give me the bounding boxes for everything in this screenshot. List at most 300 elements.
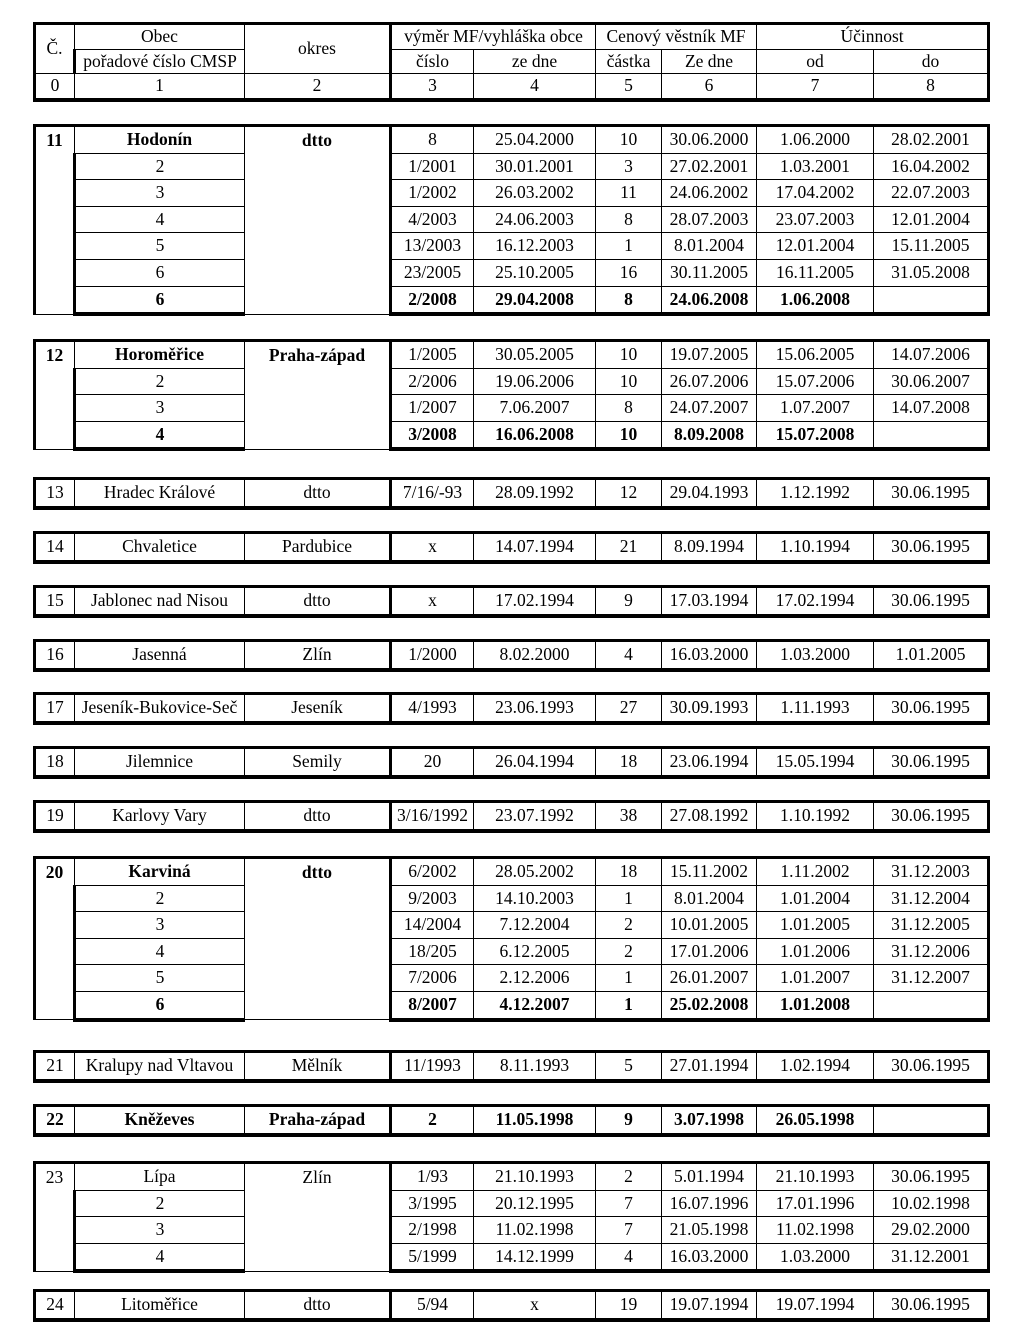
vymer-cislo: 4/1993 xyxy=(391,694,474,723)
record-block xyxy=(33,639,990,672)
obec-name: Lípa xyxy=(75,1163,245,1191)
vestnik-castka: 1 xyxy=(596,965,662,992)
okres-name: dtto xyxy=(245,587,391,616)
okres-name: Zlín xyxy=(245,641,391,670)
okres-name: Jeseník xyxy=(245,694,391,723)
vymer-ze-dne: 14.10.2003 xyxy=(474,885,596,912)
record-number: 14 xyxy=(35,533,75,562)
table-row xyxy=(35,938,989,965)
ucinnost-od: 16.11.2005 xyxy=(757,259,874,286)
ucinnost-od: 1.10.1992 xyxy=(757,802,874,831)
ucinnost-od: 1.10.1994 xyxy=(757,533,874,562)
vymer-ze-dne: 7.12.2004 xyxy=(474,912,596,939)
vymer-cislo: 1/2007 xyxy=(391,395,474,422)
record-number: 20 xyxy=(35,858,75,1020)
ucinnost-do: 28.02.2001 xyxy=(874,126,989,154)
ucinnost-od: 17.04.2002 xyxy=(757,180,874,207)
ucinnost-do: 30.06.1995 xyxy=(874,587,989,616)
vestnik-ze-dne: 24.06.2008 xyxy=(662,286,757,314)
ucinnost-do: 29.02.2000 xyxy=(874,1217,989,1244)
obec-name: 6 xyxy=(75,286,245,314)
vestnik-castka: 9 xyxy=(596,587,662,616)
vymer-cislo: 2 xyxy=(391,1106,474,1135)
table-row xyxy=(35,259,989,286)
obec-name: Jeseník-Bukovice-Seč xyxy=(75,694,245,723)
vestnik-ze-dne: 23.06.1994 xyxy=(662,748,757,777)
record-number: 11 xyxy=(35,126,75,315)
record-number: 13 xyxy=(35,479,75,508)
ucinnost-od: 1.01.2004 xyxy=(757,885,874,912)
vymer-cislo: x xyxy=(391,533,474,562)
vymer-cislo: 13/2003 xyxy=(391,233,474,260)
vestnik-ze-dne: 30.06.2000 xyxy=(662,126,757,154)
obec-name: 4 xyxy=(75,938,245,965)
vymer-cislo: 6/2002 xyxy=(391,858,474,886)
ucinnost-do: 30.06.1995 xyxy=(874,1163,989,1191)
vestnik-castka: 19 xyxy=(596,1291,662,1320)
vestnik-ze-dne: 26.01.2007 xyxy=(662,965,757,992)
header-okres: okres xyxy=(245,24,391,74)
obec-name: Kněževes xyxy=(75,1106,245,1135)
vymer-cislo: 1/2002 xyxy=(391,180,474,207)
okres-name: Semily xyxy=(245,748,391,777)
header-num: 5 xyxy=(596,74,662,100)
vymer-ze-dne: 6.12.2005 xyxy=(474,938,596,965)
vymer-ze-dne: 24.06.2003 xyxy=(474,206,596,233)
ucinnost-do: 31.12.2007 xyxy=(874,965,989,992)
vestnik-castka: 21 xyxy=(596,533,662,562)
record-number: 24 xyxy=(35,1291,75,1320)
header-vymer: výměr MF/vyhláška obce xyxy=(391,24,596,50)
obec-name: Kralupy nad Vltavou xyxy=(75,1052,245,1081)
ucinnost-do: 15.11.2005 xyxy=(874,233,989,260)
obec-name: 2 xyxy=(75,368,245,395)
vymer-ze-dne: 21.10.1993 xyxy=(474,1163,596,1191)
record-number: 19 xyxy=(35,802,75,831)
table-row xyxy=(35,748,989,777)
obec-name: 3 xyxy=(75,180,245,207)
vestnik-castka: 8 xyxy=(596,206,662,233)
vestnik-ze-dne: 15.11.2002 xyxy=(662,858,757,886)
record-block xyxy=(33,1289,990,1322)
ucinnost-od: 1.01.2007 xyxy=(757,965,874,992)
ucinnost-do: 30.06.1995 xyxy=(874,802,989,831)
ucinnost-do: 30.06.1995 xyxy=(874,479,989,508)
vestnik-castka: 7 xyxy=(596,1190,662,1217)
vymer-ze-dne: 23.07.1992 xyxy=(474,802,596,831)
header-castka: částka xyxy=(596,49,662,74)
vestnik-castka: 9 xyxy=(596,1106,662,1135)
ucinnost-od: 11.02.1998 xyxy=(757,1217,874,1244)
record-number: 22 xyxy=(35,1106,75,1135)
vymer-cislo: 8/2007 xyxy=(391,991,474,1019)
vestnik-ze-dne: 17.01.2006 xyxy=(662,938,757,965)
vymer-cislo: 14/2004 xyxy=(391,912,474,939)
header-c: Č. xyxy=(35,24,75,74)
vymer-cislo: 20 xyxy=(391,748,474,777)
okres-name: dtto xyxy=(245,802,391,831)
vestnik-castka: 8 xyxy=(596,395,662,422)
vestnik-ze-dne: 10.01.2005 xyxy=(662,912,757,939)
obec-name: Jasenná xyxy=(75,641,245,670)
okres-name: Praha-západ xyxy=(245,1106,391,1135)
vestnik-castka: 7 xyxy=(596,1217,662,1244)
ucinnost-od: 21.10.1993 xyxy=(757,1163,874,1191)
vymer-cislo: 7/2006 xyxy=(391,965,474,992)
vymer-ze-dne: 8.02.2000 xyxy=(474,641,596,670)
vymer-ze-dne: 16.12.2003 xyxy=(474,233,596,260)
obec-name: Horoměřice xyxy=(75,341,245,369)
vymer-cislo: 2/2008 xyxy=(391,286,474,314)
vestnik-castka: 2 xyxy=(596,938,662,965)
record-number: 12 xyxy=(35,341,75,450)
vestnik-ze-dne: 27.02.2001 xyxy=(662,153,757,180)
table-row xyxy=(35,153,989,180)
ucinnost-od: 1.11.1993 xyxy=(757,694,874,723)
vymer-ze-dne: 30.01.2001 xyxy=(474,153,596,180)
okres-name: Mělník xyxy=(245,1052,391,1081)
vymer-cislo: 5/1999 xyxy=(391,1243,474,1271)
vestnik-ze-dne: 26.07.2006 xyxy=(662,368,757,395)
vymer-ze-dne: x xyxy=(474,1291,596,1320)
vestnik-ze-dne: 8.01.2004 xyxy=(662,233,757,260)
record-block xyxy=(33,1161,990,1273)
vestnik-ze-dne: 19.07.2005 xyxy=(662,341,757,369)
table-row xyxy=(35,991,989,1019)
vymer-cislo: 1/2001 xyxy=(391,153,474,180)
vymer-cislo: 1/2005 xyxy=(391,341,474,369)
vymer-cislo: 1/93 xyxy=(391,1163,474,1191)
ucinnost-do: 31.12.2003 xyxy=(874,858,989,886)
record-number: 16 xyxy=(35,641,75,670)
ucinnost-do: 31.12.2004 xyxy=(874,885,989,912)
vestnik-castka: 2 xyxy=(596,1163,662,1191)
ucinnost-do: 30.06.2007 xyxy=(874,368,989,395)
ucinnost-do: 10.02.1998 xyxy=(874,1190,989,1217)
obec-name: 6 xyxy=(75,991,245,1019)
obec-name: Karviná xyxy=(75,858,245,886)
vestnik-castka: 10 xyxy=(596,421,662,449)
vestnik-castka: 1 xyxy=(596,233,662,260)
ucinnost-do: 22.07.2003 xyxy=(874,180,989,207)
vestnik-castka: 10 xyxy=(596,341,662,369)
header-num: 3 xyxy=(391,74,474,100)
vestnik-castka: 12 xyxy=(596,479,662,508)
vymer-cislo: 5/94 xyxy=(391,1291,474,1320)
obec-name: Hodonín xyxy=(75,126,245,154)
vymer-cislo: 2/1998 xyxy=(391,1217,474,1244)
vymer-cislo: 7/16/-93 xyxy=(391,479,474,508)
vymer-cislo: x xyxy=(391,587,474,616)
vestnik-ze-dne: 5.01.1994 xyxy=(662,1163,757,1191)
table-row xyxy=(35,206,989,233)
ucinnost-od: 17.01.1996 xyxy=(757,1190,874,1217)
ucinnost-od: 1.01.2006 xyxy=(757,938,874,965)
record-block xyxy=(33,339,990,451)
ucinnost-do: 31.12.2006 xyxy=(874,938,989,965)
vymer-ze-dne: 28.09.1992 xyxy=(474,479,596,508)
ucinnost-od: 1.11.2002 xyxy=(757,858,874,886)
ucinnost-od: 1.03.2001 xyxy=(757,153,874,180)
obec-name: Hradec Králové xyxy=(75,479,245,508)
vestnik-castka: 3 xyxy=(596,153,662,180)
header-ze-dne: ze dne xyxy=(474,49,596,74)
ucinnost-od: 15.07.2006 xyxy=(757,368,874,395)
obec-name: 4 xyxy=(75,206,245,233)
vestnik-ze-dne: 16.03.2000 xyxy=(662,1243,757,1271)
okres-name: Zlín xyxy=(245,1163,391,1272)
vestnik-ze-dne: 3.07.1998 xyxy=(662,1106,757,1135)
record-block xyxy=(33,1050,990,1083)
table-row xyxy=(35,1052,989,1081)
table-row xyxy=(35,533,989,562)
vestnik-castka: 4 xyxy=(596,1243,662,1271)
vymer-ze-dne: 17.02.1994 xyxy=(474,587,596,616)
header-num: 1 xyxy=(75,74,245,100)
header-num: 2 xyxy=(245,74,391,100)
vestnik-ze-dne: 29.04.1993 xyxy=(662,479,757,508)
header-num: 0 xyxy=(35,74,75,100)
header-num: 8 xyxy=(874,74,989,100)
vestnik-castka: 18 xyxy=(596,748,662,777)
ucinnost-do: 30.06.1995 xyxy=(874,1291,989,1320)
ucinnost-do xyxy=(874,991,989,1019)
ucinnost-od: 15.05.1994 xyxy=(757,748,874,777)
vymer-ze-dne: 19.06.2006 xyxy=(474,368,596,395)
table-row xyxy=(35,912,989,939)
ucinnost-do: 1.01.2005 xyxy=(874,641,989,670)
vymer-cislo: 1/2000 xyxy=(391,641,474,670)
vymer-ze-dne: 28.05.2002 xyxy=(474,858,596,886)
obec-name: 5 xyxy=(75,965,245,992)
ucinnost-od: 15.06.2005 xyxy=(757,341,874,369)
table-row xyxy=(35,1217,989,1244)
record-number: 23 xyxy=(35,1163,75,1272)
table-row xyxy=(35,1190,989,1217)
table-row xyxy=(35,858,989,886)
vymer-ze-dne: 26.04.1994 xyxy=(474,748,596,777)
obec-name: 3 xyxy=(75,1217,245,1244)
obec-name: 2 xyxy=(75,153,245,180)
header-table xyxy=(33,22,990,102)
ucinnost-od: 1.01.2008 xyxy=(757,991,874,1019)
vymer-cislo: 18/205 xyxy=(391,938,474,965)
vymer-ze-dne: 25.04.2000 xyxy=(474,126,596,154)
obec-name: 2 xyxy=(75,885,245,912)
vestnik-ze-dne: 27.08.1992 xyxy=(662,802,757,831)
vestnik-castka: 10 xyxy=(596,126,662,154)
vymer-cislo: 8 xyxy=(391,126,474,154)
ucinnost-od: 1.06.2000 xyxy=(757,126,874,154)
vymer-ze-dne: 11.02.1998 xyxy=(474,1217,596,1244)
vymer-ze-dne: 20.12.1995 xyxy=(474,1190,596,1217)
okres-name: dtto xyxy=(245,126,391,315)
vestnik-castka: 18 xyxy=(596,858,662,886)
vestnik-castka: 11 xyxy=(596,180,662,207)
ucinnost-do: 14.07.2008 xyxy=(874,395,989,422)
vestnik-castka: 5 xyxy=(596,1052,662,1081)
vestnik-castka: 38 xyxy=(596,802,662,831)
header-do: do xyxy=(874,49,989,74)
okres-name: dtto xyxy=(245,479,391,508)
obec-name: Chvaletice xyxy=(75,533,245,562)
ucinnost-od: 1.01.2005 xyxy=(757,912,874,939)
ucinnost-do xyxy=(874,1106,989,1135)
table-row xyxy=(35,587,989,616)
header-ze-dne-2: Ze dne xyxy=(662,49,757,74)
vymer-ze-dne: 30.05.2005 xyxy=(474,341,596,369)
header-num: 4 xyxy=(474,74,596,100)
ucinnost-do: 12.01.2004 xyxy=(874,206,989,233)
vestnik-ze-dne: 21.05.1998 xyxy=(662,1217,757,1244)
vymer-cislo: 3/1995 xyxy=(391,1190,474,1217)
vymer-cislo: 23/2005 xyxy=(391,259,474,286)
vymer-cislo: 11/1993 xyxy=(391,1052,474,1081)
table-row xyxy=(35,1291,989,1320)
record-block xyxy=(33,1104,990,1137)
ucinnost-od: 12.01.2004 xyxy=(757,233,874,260)
table-row xyxy=(35,1163,989,1191)
ucinnost-od: 17.02.1994 xyxy=(757,587,874,616)
vestnik-ze-dne: 24.07.2007 xyxy=(662,395,757,422)
vestnik-castka: 1 xyxy=(596,885,662,912)
table-row xyxy=(35,395,989,422)
obec-name: 5 xyxy=(75,233,245,260)
table-row xyxy=(35,885,989,912)
header-num: 7 xyxy=(757,74,874,100)
vymer-ze-dne: 8.11.1993 xyxy=(474,1052,596,1081)
ucinnost-od: 1.12.1992 xyxy=(757,479,874,508)
record-block xyxy=(33,531,990,564)
record-number: 17 xyxy=(35,694,75,723)
vestnik-ze-dne: 8.01.2004 xyxy=(662,885,757,912)
table-row xyxy=(35,368,989,395)
table-row xyxy=(35,233,989,260)
table-row xyxy=(35,1106,989,1135)
ucinnost-do: 30.06.1995 xyxy=(874,694,989,723)
table-row xyxy=(35,965,989,992)
vestnik-ze-dne: 24.06.2002 xyxy=(662,180,757,207)
vymer-ze-dne: 26.03.2002 xyxy=(474,180,596,207)
vestnik-castka: 16 xyxy=(596,259,662,286)
table-row xyxy=(35,641,989,670)
obec-name: 4 xyxy=(75,1243,245,1271)
ucinnost-od: 26.05.1998 xyxy=(757,1106,874,1135)
ucinnost-do xyxy=(874,421,989,449)
vestnik-ze-dne: 27.01.1994 xyxy=(662,1052,757,1081)
table-row xyxy=(35,126,989,154)
record-block xyxy=(33,124,990,316)
record-block xyxy=(33,746,990,779)
vestnik-castka: 27 xyxy=(596,694,662,723)
vymer-ze-dne: 4.12.2007 xyxy=(474,991,596,1019)
vestnik-castka: 1 xyxy=(596,991,662,1019)
vymer-ze-dne: 11.05.1998 xyxy=(474,1106,596,1135)
okres-name: dtto xyxy=(245,858,391,1020)
ucinnost-od: 15.07.2008 xyxy=(757,421,874,449)
ucinnost-od: 1.06.2008 xyxy=(757,286,874,314)
header-vestnik: Cenový věstník MF xyxy=(596,24,757,50)
okres-name: Praha-západ xyxy=(245,341,391,450)
ucinnost-do: 31.05.2008 xyxy=(874,259,989,286)
obec-name: 4 xyxy=(75,421,245,449)
vestnik-ze-dne: 30.11.2005 xyxy=(662,259,757,286)
vymer-ze-dne: 14.12.1999 xyxy=(474,1243,596,1271)
table-row xyxy=(35,694,989,723)
obec-name: 6 xyxy=(75,259,245,286)
vymer-ze-dne: 23.06.1993 xyxy=(474,694,596,723)
obec-name: Litoměřice xyxy=(75,1291,245,1320)
vestnik-ze-dne: 16.07.1996 xyxy=(662,1190,757,1217)
table-row xyxy=(35,421,989,449)
table-row xyxy=(35,286,989,314)
vymer-cislo: 3/2008 xyxy=(391,421,474,449)
vymer-ze-dne: 25.10.2005 xyxy=(474,259,596,286)
vestnik-ze-dne: 16.03.2000 xyxy=(662,641,757,670)
record-block xyxy=(33,692,990,725)
vymer-cislo: 2/2006 xyxy=(391,368,474,395)
ucinnost-do: 31.12.2005 xyxy=(874,912,989,939)
ucinnost-do: 30.06.1995 xyxy=(874,1052,989,1081)
vestnik-ze-dne: 8.09.1994 xyxy=(662,533,757,562)
vymer-ze-dne: 2.12.2006 xyxy=(474,965,596,992)
obec-name: Karlovy Vary xyxy=(75,802,245,831)
vymer-ze-dne: 7.06.2007 xyxy=(474,395,596,422)
ucinnost-od: 19.07.1994 xyxy=(757,1291,874,1320)
vymer-ze-dne: 14.07.1994 xyxy=(474,533,596,562)
ucinnost-od: 1.03.2000 xyxy=(757,1243,874,1271)
obec-name: Jablonec nad Nisou xyxy=(75,587,245,616)
ucinnost-do: 14.07.2006 xyxy=(874,341,989,369)
header-od: od xyxy=(757,49,874,74)
record-block xyxy=(33,477,990,510)
header-obec: Obec xyxy=(75,24,245,50)
vestnik-castka: 2 xyxy=(596,912,662,939)
record-number: 18 xyxy=(35,748,75,777)
header-ucinnost: Účinnost xyxy=(757,24,989,50)
vestnik-ze-dne: 19.07.1994 xyxy=(662,1291,757,1320)
table-row xyxy=(35,479,989,508)
ucinnost-do: 31.12.2001 xyxy=(874,1243,989,1271)
vestnik-ze-dne: 25.02.2008 xyxy=(662,991,757,1019)
ucinnost-do: 30.06.1995 xyxy=(874,533,989,562)
ucinnost-do: 16.04.2002 xyxy=(874,153,989,180)
obec-name: 2 xyxy=(75,1190,245,1217)
table-row xyxy=(35,1243,989,1271)
vymer-ze-dne: 29.04.2008 xyxy=(474,286,596,314)
header-num: 6 xyxy=(662,74,757,100)
okres-name: Pardubice xyxy=(245,533,391,562)
obec-name: 3 xyxy=(75,912,245,939)
record-number: 15 xyxy=(35,587,75,616)
obec-name: Jilemnice xyxy=(75,748,245,777)
ucinnost-od: 1.07.2007 xyxy=(757,395,874,422)
ucinnost-od: 23.07.2003 xyxy=(757,206,874,233)
record-block xyxy=(33,585,990,618)
vymer-cislo: 4/2003 xyxy=(391,206,474,233)
table-row xyxy=(35,341,989,369)
header-cislo: číslo xyxy=(391,49,474,74)
header-poradove: pořadové číslo CMSP xyxy=(75,49,245,74)
vestnik-castka: 10 xyxy=(596,368,662,395)
record-block xyxy=(33,800,990,833)
record-block xyxy=(33,856,990,1022)
vestnik-castka: 4 xyxy=(596,641,662,670)
vymer-cislo: 9/2003 xyxy=(391,885,474,912)
ucinnost-od: 1.03.2000 xyxy=(757,641,874,670)
vymer-cislo: 3/16/1992 xyxy=(391,802,474,831)
vestnik-castka: 8 xyxy=(596,286,662,314)
